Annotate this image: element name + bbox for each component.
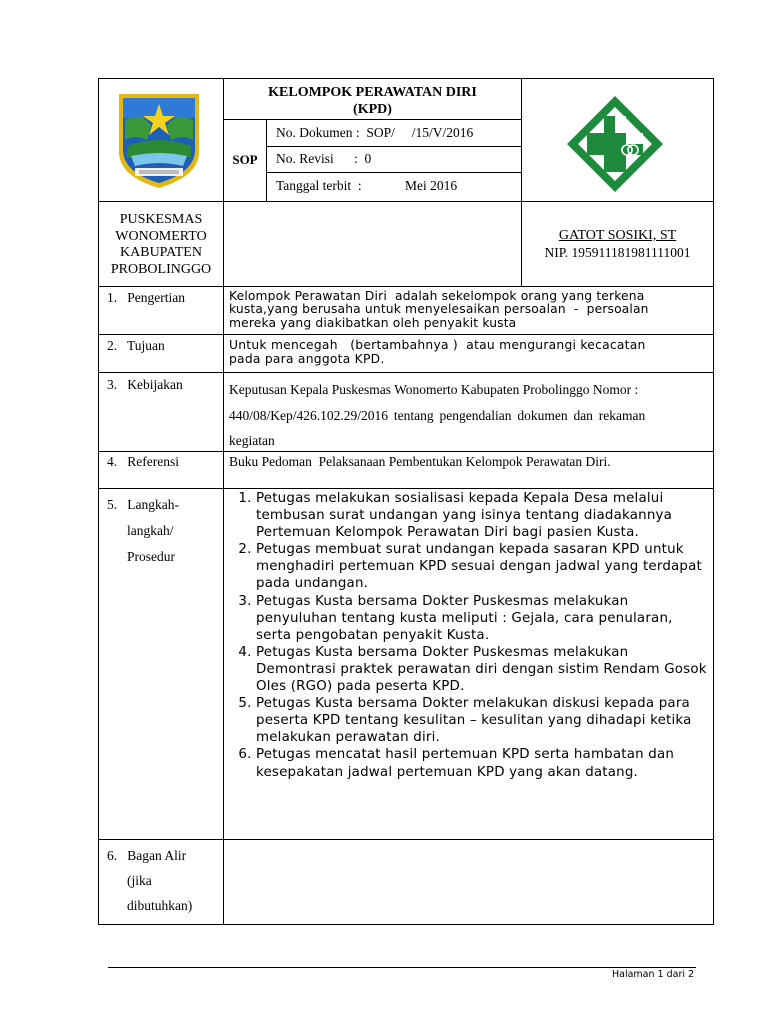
- document-title-line2: (KPD): [353, 102, 392, 117]
- issue-date-label: Tanggal terbit :: [276, 178, 362, 193]
- pengertian-text: [229, 290, 706, 330]
- signer-nip: NIP. 195911181981111001: [544, 245, 691, 260]
- revision-number: No. Revisi : 0: [276, 151, 372, 166]
- procedure-step: 4. Petugas Kusta bersama Dokter Puskesmas melakukan Demontrasi praktek perawatan diri dengan sistim Rendam Gosok Oles (RGO) pada peserta KPD.: [256, 644, 708, 695]
- pengertian-line: Kelompok Perawatan Diri adalah sekelompok orang yang terkena: [229, 289, 645, 303]
- procedure-step: 1. Petugas melakukan sosialisasi kepada Kepala Desa melalui tembusan surat undangan yang isinya tentang diadakannya Pertemuan Kelompok Perawatan Diri bagi pasien Kusta.: [256, 490, 708, 541]
- kebijakan-line: 440/08/Kep/426.102.29/2016 tentang pengendalian dokumen dan rekaman: [229, 407, 646, 423]
- issue-date-value: Mei 2016: [405, 178, 458, 193]
- kebijakan-label: 3. Kebijakan: [107, 377, 183, 392]
- tujuan-line: Untuk mencegah (bertambahnya ) atau mengurangi kecacatan: [229, 338, 646, 352]
- institution-line: KABUPATEN: [120, 245, 202, 260]
- langkah-label: [107, 492, 179, 570]
- procedure-step: 5. Petugas Kusta bersama Dokter melakukan diskusi kepada para peserta KPD tentang kesulitan – kesulitan yang dihadapi ketika melakukan perawatan diri.: [256, 695, 708, 746]
- document-number: No. Dokumen : SOP/ /15/V/2016: [276, 125, 474, 140]
- pengertian-label: 1. Pengertian: [107, 290, 185, 305]
- tujuan-line: pada para anggota KPD.: [229, 352, 385, 366]
- referensi-text: Buku Pedoman Pelaksanaan Pembentukan Kelompok Perawatan Diri.: [229, 454, 611, 469]
- pengertian-line: kusta,yang berusaha untuk menyelesaikan persoalan - persoalan: [229, 302, 649, 317]
- procedure-step: 3. Petugas Kusta bersama Dokter Puskesmas melakukan penyuluhan tentang kusta meliputi : Gejala, cara penularan, serta pengobatan penyakit Kusta.: [256, 593, 708, 644]
- document-title: [224, 84, 521, 118]
- tujuan-label: 2. Tujuan: [107, 338, 165, 353]
- langkah-label-line: Prosedur: [127, 549, 175, 564]
- puskesmas-logo: [565, 94, 665, 194]
- kebijakan-line: Keputusan Kepala Puskesmas Wonomerto Kabupaten Probolinggo Nomor :: [229, 382, 639, 397]
- procedure-steps: [230, 490, 708, 781]
- footer-divider: [108, 967, 696, 968]
- referensi-label: 4. Referensi: [107, 454, 179, 469]
- institution-line: PUSKESMAS: [119, 212, 203, 227]
- bagan-label: [107, 843, 192, 918]
- bagan-label-line: (jika: [127, 873, 152, 888]
- institution-line: WONOMERTO: [115, 228, 207, 244]
- pengertian-line: mereka yang diakibatkan oleh penyakit kusta: [229, 315, 517, 330]
- bagan-label-line: 6. Bagan Alir: [107, 848, 187, 863]
- page-number: Halaman 1 dari 2: [612, 969, 695, 980]
- langkah-label-line: 5. Langkah-: [107, 497, 179, 512]
- document-title-line1: KELOMPOK PERAWATAN DIRI: [268, 85, 477, 100]
- regency-emblem-logo: [113, 90, 205, 190]
- kebijakan-line: kegiatan: [229, 433, 275, 448]
- sop-label: SOP: [232, 152, 258, 167]
- procedure-step: 6. Petugas mencatat hasil pertemuan KPD serta hambatan dan kesepakatan jadwal pertemuan KPD yang akan datang.: [256, 746, 708, 780]
- tujuan-text: [229, 338, 706, 366]
- institution-line: PROBOLINGGO: [110, 261, 212, 277]
- langkah-label-line: langkah/: [127, 523, 174, 538]
- bagan-label-line: dibutuhkan): [127, 898, 193, 913]
- procedure-step: 2. Petugas membuat surat undangan kepada sasaran KPD untuk menghadiri pertemuan KPD sesuai dengan jadwal yang terdapat pada undangan.: [256, 541, 708, 592]
- kebijakan-text: [229, 377, 707, 454]
- signer-name: GATOT SOSIKI, ST: [558, 228, 677, 243]
- institution-name: [99, 212, 223, 278]
